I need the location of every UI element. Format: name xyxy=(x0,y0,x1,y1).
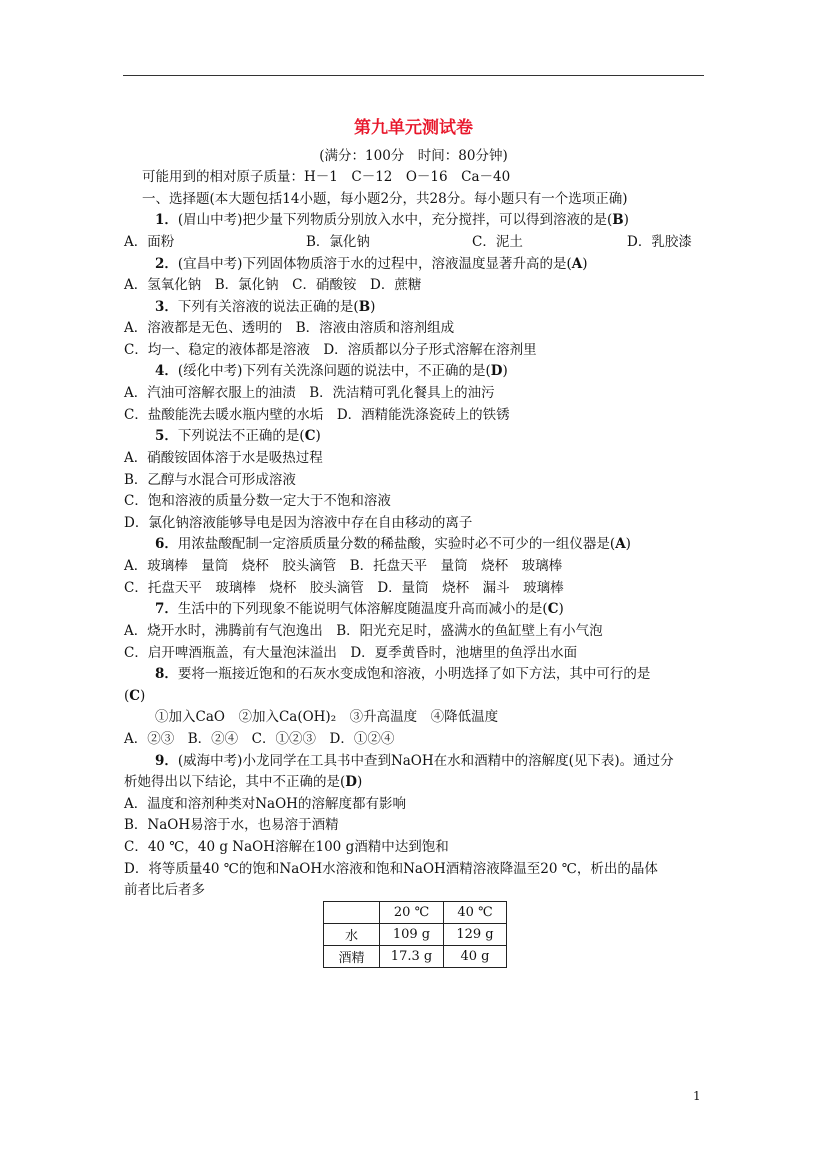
header-rule xyxy=(123,75,704,76)
q5-option-b: B．乙醇与水混合可形成溶液 xyxy=(124,472,296,488)
q1-option-a: A．面粉 xyxy=(124,234,175,250)
q3-options-cd: C．均一、稳定的液体都是溶液 D．溶质都以分子形式溶解在溶剂里 xyxy=(124,342,537,358)
question-2: 2．(宜昌中考)下列固体物质溶于水的过程中，溶液温度显著升高的是(A) xyxy=(155,256,588,272)
answer-8: C xyxy=(129,688,141,704)
question-6: 6．用浓盐酸配制一定溶质质量分数的稀盐酸，实验时必不可少的一组仪器是(A) xyxy=(155,536,631,552)
answer-6: A xyxy=(615,536,626,552)
answer-4: D xyxy=(490,363,503,379)
table-header-cell: 20 ℃ xyxy=(380,902,444,924)
page-number: 1 xyxy=(693,1089,701,1103)
q9-option-d: D．将等质量40 ℃的饱和NaOH水溶液和饱和NaOH酒精溶液降温至20 ℃，析出的晶体 xyxy=(124,861,658,877)
answer-7: C xyxy=(547,601,559,617)
q5-option-a: A．硝酸铵固体溶于水是吸热过程 xyxy=(124,450,323,466)
question-7: 7．生活中的下列现象不能说明气体溶解度随温度升高而减小的是(C) xyxy=(155,601,564,617)
table-cell: 酒精 xyxy=(324,946,380,968)
answer-9: D xyxy=(345,774,357,790)
question-9: 9．(威海中考)小龙同学在工具书中查到NaOH在水和酒精中的溶解度(见下表)。通过分 xyxy=(155,753,674,769)
exam-meta: (满分：100分 时间：80分钟) xyxy=(319,148,508,164)
solubility-table xyxy=(323,901,507,968)
page-title: 第九单元测试卷 xyxy=(354,118,473,138)
table-header-cell: 40 ℃ xyxy=(444,902,507,924)
q1-option-c: C．泥土 xyxy=(472,234,523,250)
table-header-row xyxy=(324,902,507,924)
q9-option-b: B．NaOH易溶于水，也易溶于酒精 xyxy=(124,817,339,833)
table-cell: 109 g xyxy=(380,924,444,946)
q8-options: A．②③ B．②④ C．①②③ D．①②④ xyxy=(124,731,395,747)
table-cell: 129 g xyxy=(444,924,507,946)
answer-line-8: (C) xyxy=(124,688,146,704)
table-row xyxy=(324,924,507,946)
question-9-cont: 析她得出以下结论，其中不正确的是(D) xyxy=(124,774,363,790)
question-3: 3．下列有关溶液的说法正确的是(B) xyxy=(155,299,376,315)
table-row xyxy=(324,946,507,968)
question-1: 1．(眉山中考)把少量下列物质分别放入水中，充分搅拌，可以得到溶液的是(B) xyxy=(155,212,629,228)
q9-option-a: A．温度和溶剂种类对NaOH的溶解度都有影响 xyxy=(124,796,406,812)
q6-options-cd: C．托盘天平 玻璃棒 烧杯 胶头滴管 D．量筒 烧杯 漏斗 玻璃棒 xyxy=(124,580,564,596)
q3-options-ab: A．溶液都是无色、透明的 B．溶液由溶质和溶剂组成 xyxy=(124,320,455,336)
answer-2: A xyxy=(571,256,583,272)
table-cell: 40 g xyxy=(444,946,507,968)
question-8: 8．要将一瓶接近饱和的石灰水变成饱和溶液，小明选择了如下方法，其中可行的是 xyxy=(155,666,651,682)
q4-options-cd: C．盐酸能洗去暖水瓶内壁的水垢 D．酒精能洗涤瓷砖上的铁锈 xyxy=(124,407,510,423)
answer-3: B xyxy=(358,299,371,315)
q9-option-d-cont: 前者比后者多 xyxy=(124,882,205,898)
q9-option-c: C．40 ℃，40 g NaOH溶解在100 g酒精中达到饱和 xyxy=(124,839,449,855)
q5-option-d: D．氯化钠溶液能够导电是因为溶液中存在自由移动的离子 xyxy=(124,515,473,531)
question-5: 5．下列说法不正确的是(C) xyxy=(155,428,321,444)
q1-option-d: D．乳胶漆 xyxy=(627,234,692,250)
q4-options-ab: A．汽油可溶解衣服上的油渍 B．洗洁精可乳化餐具上的油污 xyxy=(124,385,495,401)
q1-option-b: B．氯化钠 xyxy=(306,234,370,250)
q7-options-ab: A．烧开水时，沸腾前有气泡逸出 B．阳光充足时，盛满水的鱼缸壁上有小气泡 xyxy=(124,623,603,639)
table-header-cell xyxy=(324,902,380,924)
q6-options-ab: A．玻璃棒 量筒 烧杯 胶头滴管 B．托盘天平 量筒 烧杯 玻璃棒 xyxy=(124,558,563,574)
table-cell: 水 xyxy=(324,924,380,946)
question-4: 4．(绥化中考)下列有关洗涤问题的说法中，不正确的是(D) xyxy=(155,363,508,379)
answer-5: C xyxy=(304,428,316,444)
table-cell: 17.3 g xyxy=(380,946,444,968)
answer-1: B xyxy=(612,212,624,228)
q7-options-cd: C．启开啤酒瓶盖，有大量泡沫溢出 D．夏季黄昏时，池塘里的鱼浮出水面 xyxy=(124,645,578,661)
atomic-masses: 可能用到的相对原子质量：H－1 C－12 O－16 Ca－40 xyxy=(142,169,511,185)
q5-option-c: C．饱和溶液的质量分数一定大于不饱和溶液 xyxy=(124,493,391,509)
q2-options: A．氢氧化钠 B．氯化钠 C．硝酸铵 D．蔗糖 xyxy=(124,277,422,293)
q8-methods: ①加入CaO ②加入Ca(OH)₂ ③升高温度 ④降低温度 xyxy=(155,709,499,725)
section-heading: 一、选择题(本大题包括14小题，每小题2分，共28分。每小题只有一个选项正确) xyxy=(142,191,628,207)
